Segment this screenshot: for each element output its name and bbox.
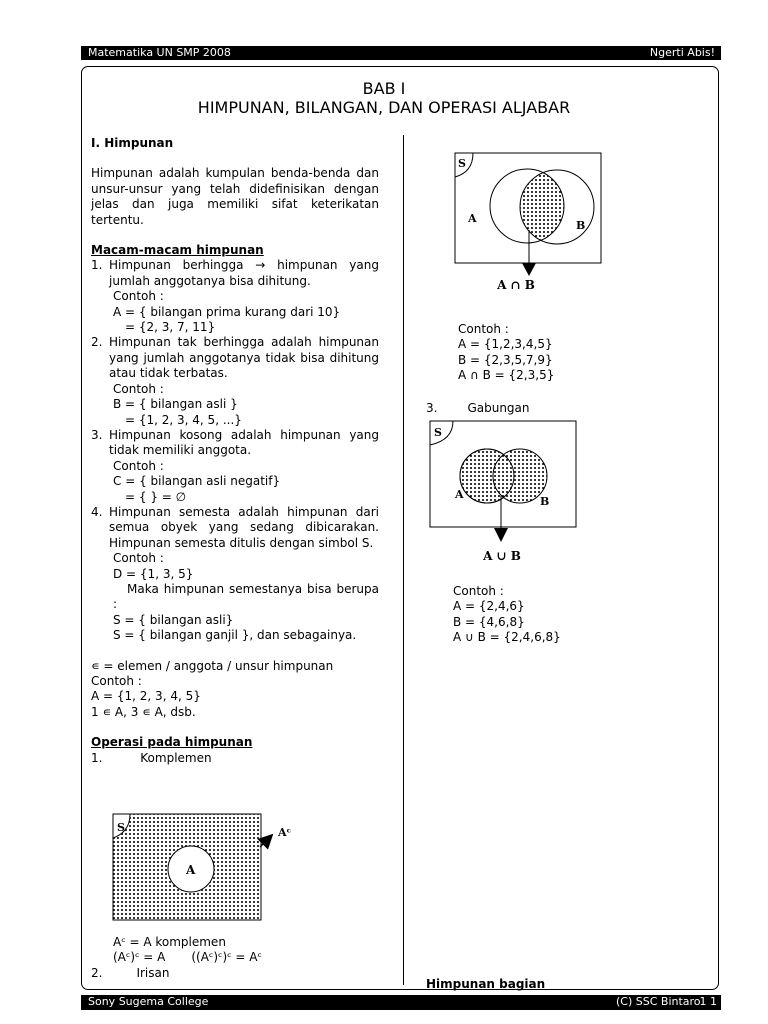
footer-separator	[739, 995, 741, 1010]
section-heading: I. Himpunan	[91, 136, 174, 150]
footer-bar	[81, 995, 721, 1010]
list-item: 3. Himpunan kosong adalah himpunan yang tidak memiliki anggota.	[91, 427, 379, 458]
header-left: Matematika UN SMP 2008	[88, 46, 231, 59]
column-divider	[403, 135, 404, 985]
chapter-title: HIMPUNAN, BILANGAN, DAN OPERASI ALJABAR	[197, 98, 571, 117]
a-label: A	[455, 488, 464, 501]
chapter-number: BAB I	[362, 79, 406, 98]
b-label: B	[576, 219, 586, 232]
header-right: Ngerti Abis!	[649, 46, 715, 59]
a-label: A	[186, 863, 196, 877]
list-item: 2. Himpunan tak berhingga adalah himpunan yang jumlah anggotanya tidak bisa dihitung atau tidak terbatas.	[91, 335, 379, 381]
list-item: 4. Himpunan semesta adalah himpunan dari semua obyek yang sedang dibicarakan. Himpunan semesta ditulis dengan simbol S.	[91, 504, 379, 550]
gabungan-caption: A ∪ B	[483, 549, 521, 563]
macam-heading: Macam-macam himpunan	[91, 243, 264, 258]
gabungan-example: Contoh : A = {2,4,6} B = {4,6,8} A ∪ B = {2,4,6,8}	[453, 584, 561, 645]
gabungan-diagram	[425, 418, 585, 548]
s-label: S	[117, 821, 125, 834]
s-label: S	[458, 157, 466, 170]
komplemen-diagram	[108, 812, 298, 924]
bagian-heading: Himpunan bagian	[426, 977, 546, 991]
s-label: S	[434, 426, 442, 439]
page-number: 1 1	[699, 995, 717, 1008]
op-gabungan: 3. Gabungan	[426, 401, 530, 415]
list-item: 1. Himpunan berhingga → himpunan yang jumlah anggotanya bisa dihitung.	[91, 258, 379, 288]
set-b-circle	[493, 449, 547, 503]
header-bar	[81, 46, 721, 60]
op-komplemen: 1. Komplemen	[91, 750, 212, 765]
operasi-heading: Operasi pada himpunan	[91, 735, 253, 750]
footer-left: Sony Sugema College	[88, 995, 209, 1008]
intro-paragraph: Himpunan adalah kumpulan benda-benda dan unsur-unsur yang telah didefinisikan dengan jelas dan juga memiliki sifat keterikatan tertentu.	[91, 166, 379, 227]
op-irisan: 2. Irisan	[91, 966, 170, 980]
b-label: B	[540, 495, 550, 508]
a-label: A	[468, 212, 477, 225]
ac-label: Aᶜ	[278, 826, 292, 839]
irisan-caption: A ∩ B	[497, 278, 535, 292]
left-column: I. Himpunan Himpunan adalah kumpulan benda-benda dan unsur-unsur yang telah didefinisikan dengan jelas dan juga memiliki sifat keterikatan tertentu. Macam-macam himpunan 1. Himpunan berhingga → himpunan yang jumlah anggotanya bisa dihitung. Contoh : A = { bilangan prima kurang dari 10} = {2, 3, 7, 11} 2. Himpunan tak berhingga adalah himpunan yang jumlah anggotanya tidak bisa dihitung atau tidak terbatas. Contoh : B = { bilangan asli } = {1, 2, 3, 4, 5, ...} 3. Himpunan kosong adalah himpunan yang tidak memiliki anggota. Contoh : C = { bilangan asli negatif} = { } = ∅ 4. Himpunan semesta adalah himpunan dari semua obyek yang sedang dibicarakan. Himpunan semesta ditulis dengan simbol S. Contoh : D = {1, 3, 5} Maka himpunan semestanya bisa berupa : S = { bilangan asli} S = { bilangan ganjil }, dan sebagainya. ∊ = elemen / anggota / unsur himpunan Contoh : A = {1, 2, 3, 4, 5} 1 ∊ A, 3 ∊ A, dsb. Operasi pada himpunan 1. Komplemen	[91, 136, 379, 765]
footer-center: (C) SSC Bintaro	[616, 995, 701, 1008]
komplemen-notes: Aᶜ = A komplemen (Aᶜ)ᶜ = A ((Aᶜ)ᶜ)ᶜ = Aᶜ	[113, 935, 262, 965]
elemen-definition: ∊ = elemen / anggota / unsur himpunan	[91, 658, 334, 673]
irisan-example: Contoh : A = {1,2,3,4,5} B = {2,3,5,7,9} A ∩ B = {2,3,5}	[458, 322, 555, 383]
